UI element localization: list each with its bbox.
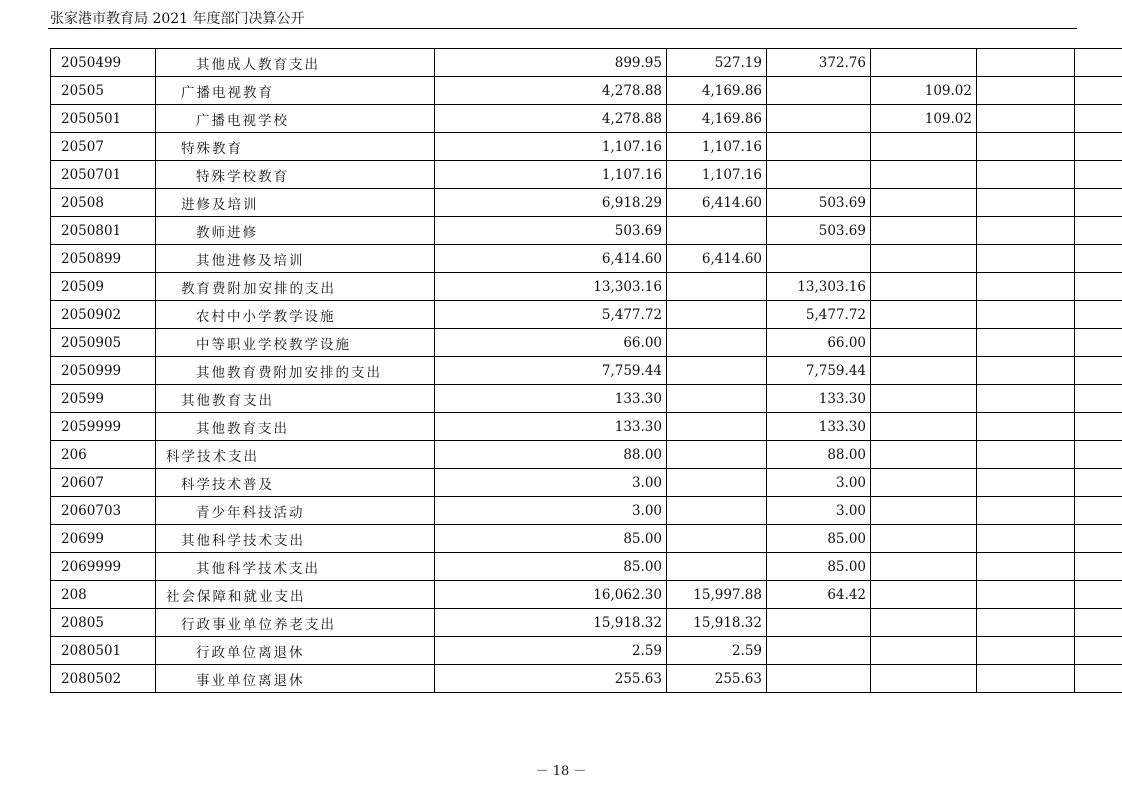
amount-cell-c1: 899.95 xyxy=(435,49,667,77)
amount-cell-c4 xyxy=(871,609,977,637)
amount-cell-c1: 6,918.29 xyxy=(435,189,667,217)
subject-code-cell: 2080501 xyxy=(51,637,156,665)
amount-cell-c6 xyxy=(1075,497,1122,525)
amount-cell-c1: 13,303.16 xyxy=(435,273,667,301)
subject-code-cell: 20607 xyxy=(51,469,156,497)
table-row xyxy=(51,133,1122,161)
amount-cell-c6 xyxy=(1075,49,1122,77)
amount-cell-c6 xyxy=(1075,609,1122,637)
amount-cell-c5 xyxy=(977,469,1075,497)
amount-cell-c3 xyxy=(767,133,871,161)
amount-cell-c3: 64.42 xyxy=(767,581,871,609)
amount-cell-c5 xyxy=(977,245,1075,273)
table-row xyxy=(51,441,1122,469)
amount-cell-c2 xyxy=(667,217,767,245)
subject-code-cell: 2060703 xyxy=(51,497,156,525)
table-row xyxy=(51,273,1122,301)
amount-cell-c6 xyxy=(1075,637,1122,665)
amount-cell-c3 xyxy=(767,77,871,105)
table-row xyxy=(51,553,1122,581)
amount-cell-c4: 109.02 xyxy=(871,105,977,133)
amount-cell-c4 xyxy=(871,413,977,441)
amount-cell-c4 xyxy=(871,553,977,581)
amount-cell-c2: 4,169.86 xyxy=(667,105,767,133)
amount-cell-c4 xyxy=(871,385,977,413)
amount-cell-c2: 1,107.16 xyxy=(667,161,767,189)
amount-cell-c2 xyxy=(667,273,767,301)
amount-cell-c3: 85.00 xyxy=(767,525,871,553)
amount-cell-c3: 3.00 xyxy=(767,469,871,497)
amount-cell-c5 xyxy=(977,581,1075,609)
amount-cell-c5 xyxy=(977,413,1075,441)
amount-cell-c1: 133.30 xyxy=(435,385,667,413)
amount-cell-c5 xyxy=(977,441,1075,469)
amount-cell-c3: 5,477.72 xyxy=(767,301,871,329)
subject-code-cell: 2050902 xyxy=(51,301,156,329)
amount-cell-c4 xyxy=(871,189,977,217)
amount-cell-c6 xyxy=(1075,441,1122,469)
amount-cell-c3 xyxy=(767,609,871,637)
amount-cell-c2 xyxy=(667,525,767,553)
amount-cell-c2 xyxy=(667,413,767,441)
subject-name-cell: 青少年科技活动 xyxy=(156,497,435,525)
amount-cell-c1: 88.00 xyxy=(435,441,667,469)
table-row xyxy=(51,357,1122,385)
amount-cell-c2: 6,414.60 xyxy=(667,245,767,273)
table-row xyxy=(51,161,1122,189)
amount-cell-c1: 7,759.44 xyxy=(435,357,667,385)
amount-cell-c5 xyxy=(977,273,1075,301)
subject-name-cell: 其他进修及培训 xyxy=(156,245,435,273)
amount-cell-c3: 88.00 xyxy=(767,441,871,469)
amount-cell-c1: 5,477.72 xyxy=(435,301,667,329)
amount-cell-c3: 133.30 xyxy=(767,385,871,413)
amount-cell-c5 xyxy=(977,301,1075,329)
amount-cell-c1: 4,278.88 xyxy=(435,105,667,133)
subject-code-cell: 2050899 xyxy=(51,245,156,273)
amount-cell-c1: 3.00 xyxy=(435,469,667,497)
amount-cell-c6 xyxy=(1075,77,1122,105)
amount-cell-c6 xyxy=(1075,133,1122,161)
subject-code-cell: 2080502 xyxy=(51,665,156,693)
table-row xyxy=(51,581,1122,609)
amount-cell-c5 xyxy=(977,77,1075,105)
amount-cell-c1: 2.59 xyxy=(435,637,667,665)
amount-cell-c3: 3.00 xyxy=(767,497,871,525)
amount-cell-c1: 255.63 xyxy=(435,665,667,693)
subject-code-cell: 20505 xyxy=(51,77,156,105)
amount-cell-c3 xyxy=(767,245,871,273)
subject-name-cell: 其他成人教育支出 xyxy=(156,49,435,77)
amount-cell-c6 xyxy=(1075,525,1122,553)
amount-cell-c4 xyxy=(871,161,977,189)
amount-cell-c6 xyxy=(1075,189,1122,217)
amount-cell-c5 xyxy=(977,189,1075,217)
subject-name-cell: 科学技术普及 xyxy=(156,469,435,497)
amount-cell-c2: 15,918.32 xyxy=(667,609,767,637)
subject-name-cell: 其他教育费附加安排的支出 xyxy=(156,357,435,385)
amount-cell-c6 xyxy=(1075,385,1122,413)
amount-cell-c5 xyxy=(977,49,1075,77)
subject-name-cell: 其他科学技术支出 xyxy=(156,525,435,553)
amount-cell-c2 xyxy=(667,553,767,581)
amount-cell-c4 xyxy=(871,49,977,77)
subject-name-cell: 事业单位离退休 xyxy=(156,665,435,693)
amount-cell-c3: 133.30 xyxy=(767,413,871,441)
subject-code-cell: 20805 xyxy=(51,609,156,637)
amount-cell-c2 xyxy=(667,385,767,413)
amount-cell-c4 xyxy=(871,441,977,469)
amount-cell-c4 xyxy=(871,329,977,357)
amount-cell-c4 xyxy=(871,301,977,329)
amount-cell-c2 xyxy=(667,329,767,357)
amount-cell-c3: 503.69 xyxy=(767,217,871,245)
subject-code-cell: 2059999 xyxy=(51,413,156,441)
amount-cell-c3: 85.00 xyxy=(767,553,871,581)
amount-cell-c3: 503.69 xyxy=(767,189,871,217)
amount-cell-c5 xyxy=(977,133,1075,161)
table-row xyxy=(51,77,1122,105)
amount-cell-c3: 66.00 xyxy=(767,329,871,357)
amount-cell-c5 xyxy=(977,217,1075,245)
amount-cell-c4 xyxy=(871,469,977,497)
amount-cell-c2: 255.63 xyxy=(667,665,767,693)
amount-cell-c6 xyxy=(1075,665,1122,693)
amount-cell-c3: 372.76 xyxy=(767,49,871,77)
amount-cell-c2 xyxy=(667,497,767,525)
amount-cell-c1: 503.69 xyxy=(435,217,667,245)
amount-cell-c4 xyxy=(871,133,977,161)
table-row xyxy=(51,189,1122,217)
amount-cell-c5 xyxy=(977,665,1075,693)
amount-cell-c1: 4,278.88 xyxy=(435,77,667,105)
subject-name-cell: 其他教育支出 xyxy=(156,385,435,413)
amount-cell-c3: 13,303.16 xyxy=(767,273,871,301)
amount-cell-c4 xyxy=(871,357,977,385)
amount-cell-c5 xyxy=(977,637,1075,665)
amount-cell-c2 xyxy=(667,469,767,497)
expenditure-table xyxy=(50,48,1122,693)
amount-cell-c6 xyxy=(1075,105,1122,133)
amount-cell-c3: 7,759.44 xyxy=(767,357,871,385)
subject-code-cell: 2050999 xyxy=(51,357,156,385)
subject-code-cell: 2050801 xyxy=(51,217,156,245)
amount-cell-c5 xyxy=(977,161,1075,189)
subject-code-cell: 2050905 xyxy=(51,329,156,357)
subject-code-cell: 2050499 xyxy=(51,49,156,77)
subject-code-cell: 20599 xyxy=(51,385,156,413)
table-row xyxy=(51,301,1122,329)
subject-code-cell: 20509 xyxy=(51,273,156,301)
amount-cell-c6 xyxy=(1075,413,1122,441)
amount-cell-c5 xyxy=(977,609,1075,637)
table-row xyxy=(51,49,1122,77)
amount-cell-c1: 66.00 xyxy=(435,329,667,357)
amount-cell-c2 xyxy=(667,357,767,385)
amount-cell-c1: 3.00 xyxy=(435,497,667,525)
amount-cell-c4: 109.02 xyxy=(871,77,977,105)
amount-cell-c6 xyxy=(1075,329,1122,357)
amount-cell-c3 xyxy=(767,665,871,693)
subject-code-cell: 20699 xyxy=(51,525,156,553)
subject-name-cell: 行政单位离退休 xyxy=(156,637,435,665)
amount-cell-c1: 85.00 xyxy=(435,525,667,553)
amount-cell-c2: 1,107.16 xyxy=(667,133,767,161)
subject-name-cell: 教师进修 xyxy=(156,217,435,245)
subject-name-cell: 教育费附加安排的支出 xyxy=(156,273,435,301)
amount-cell-c4 xyxy=(871,665,977,693)
table-row xyxy=(51,637,1122,665)
subject-name-cell: 广播电视学校 xyxy=(156,105,435,133)
amount-cell-c6 xyxy=(1075,581,1122,609)
expenditure-table-body xyxy=(51,49,1122,693)
subject-name-cell: 中等职业学校教学设施 xyxy=(156,329,435,357)
amount-cell-c2: 2.59 xyxy=(667,637,767,665)
document-header-title: 张家港市教育局 2021 年度部门决算公开 xyxy=(50,11,305,27)
amount-cell-c1: 16,062.30 xyxy=(435,581,667,609)
table-row xyxy=(51,105,1122,133)
amount-cell-c6 xyxy=(1075,553,1122,581)
table-row xyxy=(51,609,1122,637)
table-row xyxy=(51,497,1122,525)
page-number: － 18 － xyxy=(535,764,587,779)
amount-cell-c5 xyxy=(977,497,1075,525)
subject-name-cell: 特殊学校教育 xyxy=(156,161,435,189)
table-row xyxy=(51,329,1122,357)
header-divider xyxy=(48,28,1077,29)
table-row xyxy=(51,385,1122,413)
amount-cell-c6 xyxy=(1075,469,1122,497)
amount-cell-c6 xyxy=(1075,161,1122,189)
table-row xyxy=(51,525,1122,553)
amount-cell-c6 xyxy=(1075,217,1122,245)
table-row xyxy=(51,469,1122,497)
amount-cell-c5 xyxy=(977,525,1075,553)
table-row xyxy=(51,665,1122,693)
subject-code-cell: 2050701 xyxy=(51,161,156,189)
subject-name-cell: 科学技术支出 xyxy=(156,441,435,469)
amount-cell-c4 xyxy=(871,245,977,273)
subject-name-cell: 农村中小学教学设施 xyxy=(156,301,435,329)
amount-cell-c3 xyxy=(767,637,871,665)
subject-name-cell: 其他教育支出 xyxy=(156,413,435,441)
subject-code-cell: 208 xyxy=(51,581,156,609)
amount-cell-c2: 4,169.86 xyxy=(667,77,767,105)
subject-name-cell: 广播电视教育 xyxy=(156,77,435,105)
amount-cell-c5 xyxy=(977,553,1075,581)
table-row xyxy=(51,217,1122,245)
amount-cell-c5 xyxy=(977,385,1075,413)
amount-cell-c4 xyxy=(871,525,977,553)
amount-cell-c3 xyxy=(767,161,871,189)
amount-cell-c1: 1,107.16 xyxy=(435,133,667,161)
subject-code-cell: 206 xyxy=(51,441,156,469)
amount-cell-c2: 6,414.60 xyxy=(667,189,767,217)
amount-cell-c1: 1,107.16 xyxy=(435,161,667,189)
amount-cell-c1: 15,918.32 xyxy=(435,609,667,637)
amount-cell-c5 xyxy=(977,357,1075,385)
amount-cell-c6 xyxy=(1075,245,1122,273)
amount-cell-c1: 85.00 xyxy=(435,553,667,581)
subject-code-cell: 20508 xyxy=(51,189,156,217)
subject-name-cell: 特殊教育 xyxy=(156,133,435,161)
amount-cell-c1: 133.30 xyxy=(435,413,667,441)
amount-cell-c4 xyxy=(871,581,977,609)
amount-cell-c2 xyxy=(667,441,767,469)
amount-cell-c4 xyxy=(871,637,977,665)
subject-code-cell: 20507 xyxy=(51,133,156,161)
amount-cell-c1: 6,414.60 xyxy=(435,245,667,273)
amount-cell-c4 xyxy=(871,217,977,245)
subject-code-cell: 2050501 xyxy=(51,105,156,133)
amount-cell-c2 xyxy=(667,301,767,329)
subject-code-cell: 2069999 xyxy=(51,553,156,581)
amount-cell-c5 xyxy=(977,329,1075,357)
table-row xyxy=(51,413,1122,441)
subject-name-cell: 进修及培训 xyxy=(156,189,435,217)
amount-cell-c6 xyxy=(1075,273,1122,301)
subject-name-cell: 其他科学技术支出 xyxy=(156,553,435,581)
amount-cell-c6 xyxy=(1075,301,1122,329)
amount-cell-c2: 527.19 xyxy=(667,49,767,77)
amount-cell-c4 xyxy=(871,497,977,525)
subject-name-cell: 行政事业单位养老支出 xyxy=(156,609,435,637)
amount-cell-c4 xyxy=(871,273,977,301)
amount-cell-c2: 15,997.88 xyxy=(667,581,767,609)
table-row xyxy=(51,245,1122,273)
subject-name-cell: 社会保障和就业支出 xyxy=(156,581,435,609)
amount-cell-c3 xyxy=(767,105,871,133)
amount-cell-c6 xyxy=(1075,357,1122,385)
amount-cell-c5 xyxy=(977,105,1075,133)
